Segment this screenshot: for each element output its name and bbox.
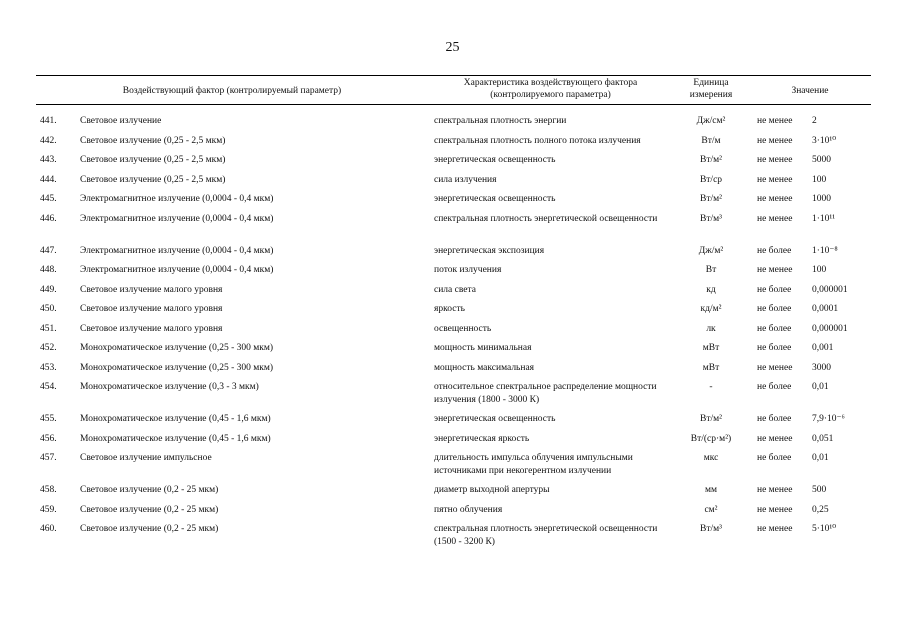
table-row xyxy=(0,323,905,343)
row-number: 455. xyxy=(40,414,57,424)
row-value: 7,9·10⁻⁶ xyxy=(812,414,845,424)
row-unit: мВт xyxy=(702,343,720,353)
row-unit: Вт/м xyxy=(701,135,721,146)
row-value: 3000 xyxy=(812,362,831,373)
row-characteristic: поток излучения xyxy=(434,265,502,275)
row-characteristic: энергетическая яркость xyxy=(434,433,530,444)
row-factor: Световое излучение импульсное xyxy=(80,453,212,463)
row-factor: Световое излучение (0,2 - 25 мкм) xyxy=(80,485,219,495)
row-number: 458. xyxy=(40,485,57,495)
row-unit: Вт/(ср·м²) xyxy=(690,433,732,444)
row-factor: Световое излучение малого уровня xyxy=(80,284,223,295)
row-value: 1·10⁻⁸ xyxy=(812,245,838,256)
row-comparison: не более xyxy=(757,343,792,353)
row-unit: мВт xyxy=(702,362,720,373)
row-value: 0,000001 xyxy=(812,323,848,334)
row-characteristic: пятно облучения xyxy=(434,504,503,515)
table-row xyxy=(0,413,905,433)
row-comparison: не менее xyxy=(757,524,793,534)
row-unit: кд/м² xyxy=(700,304,722,314)
row-value: 1·10¹¹ xyxy=(812,213,836,224)
row-factor: Монохроматическое излучение (0,45 - 1,6 мкм) xyxy=(80,433,271,444)
row-unit: Вт xyxy=(705,265,717,275)
row-value: 500 xyxy=(812,485,827,495)
table-row xyxy=(0,303,905,323)
row-unit: см² xyxy=(704,504,718,515)
row-number: 448. xyxy=(40,265,57,275)
row-unit: мм xyxy=(704,485,718,495)
row-unit: Вт/м² xyxy=(700,155,722,165)
row-value: 5000 xyxy=(812,155,831,165)
row-comparison: не менее xyxy=(757,194,793,204)
table-row xyxy=(0,245,905,265)
header-factor: Воздействующий фактор (контролируемый параметр) xyxy=(122,86,342,96)
row-comparison: не более xyxy=(757,414,792,424)
header-characteristic: Характеристика воздействующего фактора (контролируемого параметра) xyxy=(463,78,638,100)
table-row xyxy=(0,193,905,213)
row-comparison: не менее xyxy=(757,504,793,515)
row-factor: Монохроматическое излучение (0,45 - 1,6 мкм) xyxy=(80,414,271,424)
header-value: Значение xyxy=(791,86,829,96)
table-row xyxy=(0,135,905,155)
row-value: 1000 xyxy=(812,194,831,204)
row-characteristic: энергетическая освещенность xyxy=(434,155,556,165)
table-row xyxy=(0,342,905,362)
row-value: 0,01 xyxy=(812,453,829,463)
row-characteristic: спектральная плотность энергетической освещенности (1500 - 3200 К) xyxy=(434,524,658,547)
row-value: 0,25 xyxy=(812,504,829,515)
row-unit: лк xyxy=(706,323,716,334)
table-row xyxy=(0,433,905,453)
row-factor: Световое излучение малого уровня xyxy=(80,323,223,334)
row-characteristic: спектральная плотность энергии xyxy=(434,116,567,126)
row-factor: Световое излучение (0,2 - 25 мкм) xyxy=(80,504,219,515)
table-row xyxy=(0,284,905,304)
row-factor: Световое излучение (0,25 - 2,5 мкм) xyxy=(80,135,226,146)
row-number: 449. xyxy=(40,284,57,295)
row-number: 450. xyxy=(40,304,57,314)
row-value: 0,000001 xyxy=(812,284,848,295)
row-number: 445. xyxy=(40,194,57,204)
row-comparison: не менее xyxy=(757,116,793,126)
row-comparison: не менее xyxy=(757,433,793,444)
row-comparison: не менее xyxy=(757,174,793,185)
row-unit: Вт/м³ xyxy=(700,213,722,224)
row-value: 0,051 xyxy=(812,433,834,444)
row-unit: - xyxy=(709,382,713,392)
page-number: 25 xyxy=(445,40,460,55)
row-number: 452. xyxy=(40,343,57,353)
row-comparison: не менее xyxy=(757,155,793,165)
table-row xyxy=(0,484,905,504)
row-characteristic: спектральная плотность энергетической освещенности xyxy=(434,213,658,224)
row-comparison: не более xyxy=(757,245,792,256)
row-unit: Вт/м² xyxy=(700,194,722,204)
row-factor: Световое излучение (0,25 - 2,5 мкм) xyxy=(80,174,226,185)
row-value: 0,0001 xyxy=(812,304,839,314)
row-unit: Дж/см² xyxy=(696,116,726,126)
row-factor: Монохроматическое излучение (0,3 - 3 мкм) xyxy=(80,382,259,392)
row-value: 0,01 xyxy=(812,382,829,392)
row-unit: Вт/м³ xyxy=(700,524,722,534)
row-number: 446. xyxy=(40,213,57,224)
row-factor: Световое излучение (0,2 - 25 мкм) xyxy=(80,524,219,534)
row-number: 451. xyxy=(40,323,57,334)
table-row xyxy=(0,154,905,174)
row-number: 457. xyxy=(40,453,57,463)
row-factor: Световое излучение малого уровня xyxy=(80,304,223,314)
row-unit: Вт/ср xyxy=(699,174,723,185)
table-header-rule xyxy=(36,104,871,105)
row-value: 2 xyxy=(812,116,817,126)
row-factor: Световое излучение xyxy=(80,116,162,126)
row-comparison: не более xyxy=(757,382,792,392)
row-characteristic: освещенность xyxy=(434,323,492,334)
row-value: 100 xyxy=(812,265,827,275)
row-value: 100 xyxy=(812,174,827,185)
row-factor: Электромагнитное излучение (0,0004 - 0,4 мкм) xyxy=(80,265,274,275)
row-comparison: не более xyxy=(757,323,792,334)
row-number: 444. xyxy=(40,174,57,185)
row-number: 453. xyxy=(40,362,57,373)
row-characteristic: энергетическая освещенность xyxy=(434,414,556,424)
row-value: 0,001 xyxy=(812,343,834,353)
row-number: 443. xyxy=(40,155,57,165)
row-characteristic: мощность максимальная xyxy=(434,362,535,373)
row-characteristic: энергетическая освещенность xyxy=(434,194,556,204)
row-number: 447. xyxy=(40,245,57,256)
row-characteristic: относительное спектральное распределение мощности излучения (1800 - 3000 К) xyxy=(434,382,657,405)
row-characteristic: энергетическая экспозиция xyxy=(434,245,545,256)
row-characteristic: длительность импульса облучения импульсными источниками при некогерентном излучении xyxy=(434,453,633,476)
row-factor: Электромагнитное излучение (0,0004 - 0,4 мкм) xyxy=(80,213,274,224)
table-row xyxy=(0,452,905,484)
table-row xyxy=(0,115,905,135)
row-characteristic: диаметр выходной апертуры xyxy=(434,485,550,495)
row-characteristic: спектральная плотность полного потока излучения xyxy=(434,135,641,146)
row-value: 3·10¹⁰ xyxy=(812,135,837,146)
row-number: 442. xyxy=(40,135,57,146)
row-comparison: не менее xyxy=(757,265,793,275)
row-factor: Монохроматическое излучение (0,25 - 300 мкм) xyxy=(80,362,274,373)
row-unit: мкс xyxy=(703,453,719,463)
row-value: 5·10¹⁰ xyxy=(812,524,837,534)
row-comparison: не менее xyxy=(757,362,793,373)
row-factor: Монохроматическое излучение (0,25 - 300 мкм) xyxy=(80,343,274,353)
table-top-rule xyxy=(36,75,871,76)
row-comparison: не более xyxy=(757,284,792,295)
row-characteristic: яркость xyxy=(434,304,465,314)
row-characteristic: мощность минимальная xyxy=(434,343,532,353)
row-characteristic: сила излучения xyxy=(434,174,497,185)
row-unit: Вт/м² xyxy=(700,414,722,424)
row-comparison: не менее xyxy=(757,485,793,495)
table-row xyxy=(0,264,905,284)
row-unit: кд xyxy=(706,284,716,295)
row-factor: Световое излучение (0,25 - 2,5 мкм) xyxy=(80,155,226,165)
row-factor: Электромагнитное излучение (0,0004 - 0,4 мкм) xyxy=(80,194,274,204)
row-number: 441. xyxy=(40,116,57,126)
row-comparison: не более xyxy=(757,453,792,463)
row-number: 456. xyxy=(40,433,57,444)
row-number: 459. xyxy=(40,504,57,515)
row-comparison: не менее xyxy=(757,135,793,146)
table-row xyxy=(0,362,905,382)
row-factor: Электромагнитное излучение (0,0004 - 0,4 мкм) xyxy=(80,245,274,256)
row-comparison: не более xyxy=(757,304,792,314)
table-row xyxy=(0,174,905,194)
table-body xyxy=(0,115,905,555)
table-row xyxy=(0,381,905,413)
table-row xyxy=(0,213,905,245)
row-unit: Дж/м² xyxy=(698,245,724,256)
row-comparison: не менее xyxy=(757,213,793,224)
table-row xyxy=(0,523,905,555)
row-number: 460. xyxy=(40,524,57,534)
table-row xyxy=(0,504,905,524)
row-number: 454. xyxy=(40,382,57,392)
header-unit: Единица измерения xyxy=(689,78,733,100)
row-characteristic: сила света xyxy=(434,284,476,295)
